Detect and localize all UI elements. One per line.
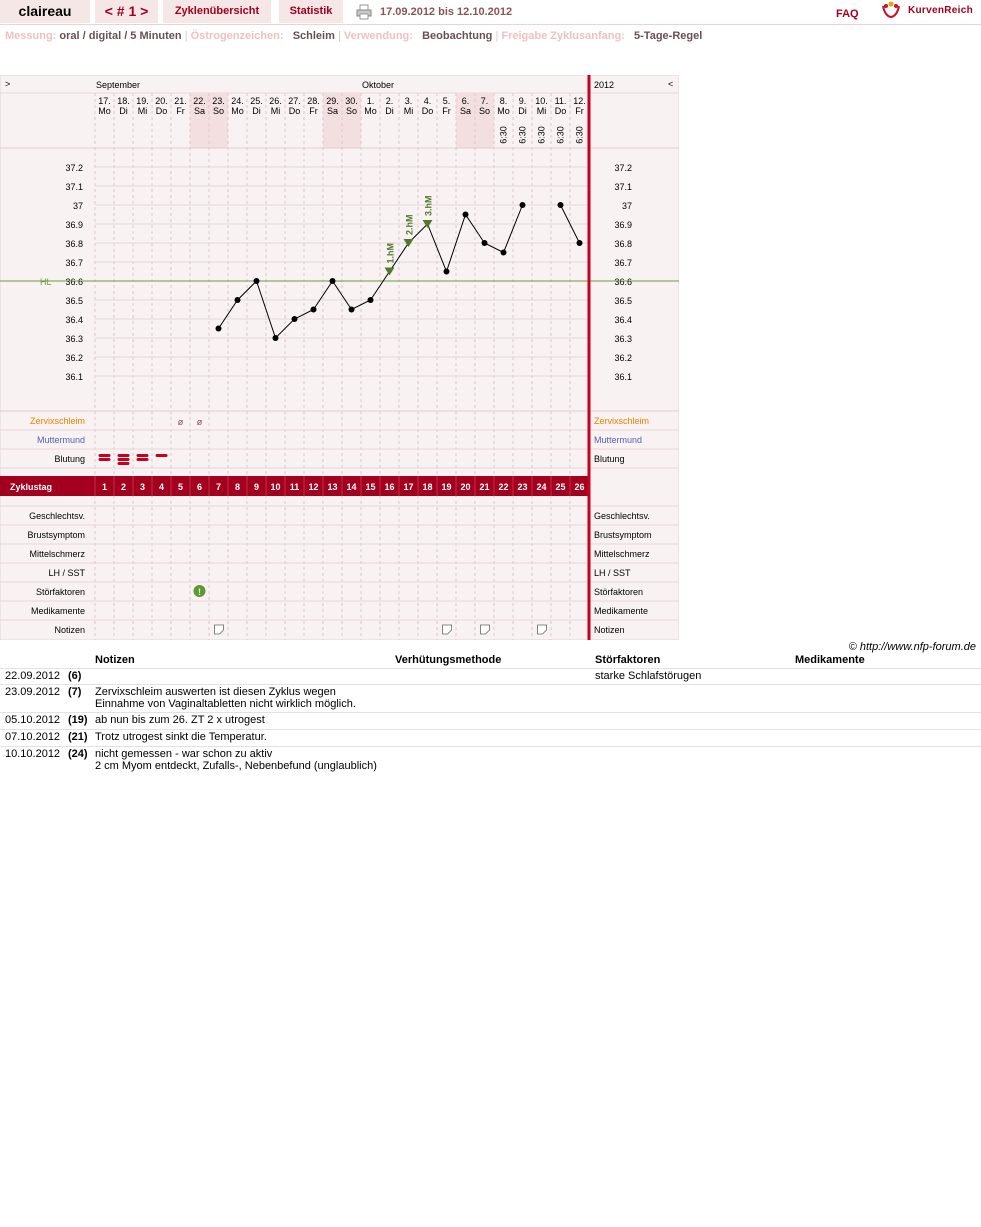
row-label: Notizen <box>54 625 85 635</box>
header-stoer: Störfaktoren <box>595 654 661 666</box>
temperature-point <box>311 307 317 313</box>
tab-statistics[interactable]: Statistik <box>279 0 343 23</box>
y-tick-left: 36.9 <box>65 220 83 230</box>
y-tick-left: 36.4 <box>65 315 83 325</box>
day-date: 29. <box>326 96 339 106</box>
row-label: Brustsymptom <box>27 530 85 540</box>
day-date: 9. <box>518 96 527 106</box>
row-label-right: Zervixschleim <box>594 416 650 426</box>
measure-time: 6:30 <box>536 126 547 144</box>
cycle-day-number: 2 <box>120 482 127 492</box>
day-weekday: So <box>212 106 225 116</box>
setting-label: Verwendung: <box>343 30 413 42</box>
separator: | <box>184 30 188 42</box>
day-weekday: Sa <box>193 106 206 116</box>
row-date: 23.09.2012 <box>5 686 61 698</box>
cycle-day-number: 24 <box>536 482 547 492</box>
temperature-point <box>216 326 222 332</box>
day-weekday: Do <box>155 106 168 116</box>
table-row <box>0 746 981 775</box>
cycle-day-number: 15 <box>365 482 376 492</box>
bleeding-mark <box>99 454 111 457</box>
y-tick-right: 36.2 <box>614 353 632 363</box>
temperature-point <box>273 335 279 341</box>
y-tick-left: 37.1 <box>65 182 83 192</box>
measure-time: 6:30 <box>555 126 566 144</box>
row-label-right: Störfaktoren <box>594 587 644 597</box>
y-tick-right: 36.5 <box>614 296 632 306</box>
day-date: 19. <box>136 96 149 106</box>
cycle-chart <box>0 75 679 640</box>
day-weekday: Mo <box>497 106 510 116</box>
row-cycle-day: (6) <box>68 670 82 682</box>
cycle-day-number: 14 <box>346 482 357 492</box>
day-date: 21. <box>174 96 187 106</box>
y-tick-right: 36.4 <box>614 315 632 325</box>
row-label-right: Geschlechtsv. <box>594 511 650 521</box>
y-tick-left: 36.3 <box>65 334 83 344</box>
day-weekday: Di <box>119 106 128 116</box>
row-label: Störfaktoren <box>35 587 85 597</box>
header-meds: Medikamente <box>795 654 865 666</box>
day-weekday: Mi <box>403 106 414 116</box>
day-date: 24. <box>231 96 244 106</box>
setting-value: oral / digital / 5 Minuten <box>59 30 182 42</box>
measure-time: 6:30 <box>498 126 509 144</box>
cycle-day-number: 21 <box>479 482 490 492</box>
setting-value: Beobachtung <box>422 30 493 42</box>
cycle-day-number: 6 <box>196 482 203 492</box>
cycle-day-label: Zyklustag <box>10 482 53 492</box>
temperature-point <box>368 297 374 303</box>
y-tick-left: 36.2 <box>65 353 83 363</box>
day-date: 23. <box>212 96 225 106</box>
cycle-day-number: 3 <box>139 482 146 492</box>
row-label-right: Medikamente <box>594 606 649 616</box>
y-tick-right: 37.1 <box>614 182 632 192</box>
y-tick-right: 36.8 <box>614 239 632 249</box>
day-date: 26. <box>269 96 282 106</box>
day-date: 2. <box>385 96 394 106</box>
day-weekday: So <box>478 106 491 116</box>
row-label-right: Muttermund <box>594 435 643 445</box>
day-weekday: So <box>345 106 358 116</box>
cycle-day-number: 16 <box>384 482 395 492</box>
bleeding-mark <box>118 458 130 461</box>
row-date: 07.10.2012 <box>5 731 61 743</box>
setting-label: Freigabe Zyklusanfang: <box>501 30 625 42</box>
y-tick-left: 36.7 <box>65 258 83 268</box>
table-row <box>0 729 981 746</box>
temperature-point <box>349 307 355 313</box>
user-name: claireau <box>0 0 90 23</box>
day-weekday: Di <box>252 106 261 116</box>
separator: | <box>337 30 341 42</box>
row-label: Muttermund <box>36 435 85 445</box>
row-label: Medikamente <box>30 606 85 616</box>
row-label: Blutung <box>54 454 85 464</box>
row-label-right: Mittelschmerz <box>594 549 650 559</box>
day-date: 22. <box>193 96 206 106</box>
measure-time: 6:30 <box>517 126 528 144</box>
row-label-right: LH / SST <box>594 568 631 578</box>
header-notes: Notizen <box>95 654 135 666</box>
temperature-point <box>235 297 241 303</box>
day-weekday: Mo <box>98 106 111 116</box>
y-tick-left: 37.2 <box>65 163 83 173</box>
row-cycle-day: (19) <box>68 714 88 726</box>
separator: | <box>495 30 499 42</box>
day-date: 25. <box>250 96 263 106</box>
row-label-right: Notizen <box>594 625 625 635</box>
row-note: Trotz utrogest sinkt die Temperatur. <box>95 731 267 743</box>
top-bar <box>0 0 981 25</box>
row-cycle-day: (21) <box>68 731 88 743</box>
row-date: 22.09.2012 <box>5 670 61 682</box>
cycle-day-number: 19 <box>441 482 452 492</box>
cycle-day-number: 23 <box>517 482 528 492</box>
y-tick-left: 36.8 <box>65 239 83 249</box>
cycle-day-number: 20 <box>460 482 471 492</box>
temperature-point <box>558 202 564 208</box>
row-label: LH / SST <box>48 568 85 578</box>
day-date: 10. <box>535 96 548 106</box>
table-row <box>0 668 981 684</box>
day-date: 27. <box>288 96 301 106</box>
row-note: ab nun bis zum 26. ZT 2 x utrogest <box>95 714 265 726</box>
row-note: Zervixschleim auswerten ist diesen Zyklus wegen Einnahme von Vaginaltabletten nicht wirklich möglich. <box>95 686 356 710</box>
cycle-day-number: 7 <box>215 482 222 492</box>
day-weekday: Fr <box>575 106 584 116</box>
day-weekday: Sa <box>326 106 339 116</box>
high-measure-label: 2.hM <box>404 214 415 235</box>
temperature-point <box>330 278 336 284</box>
logo-text: KurvenReich <box>908 5 973 16</box>
table-row <box>0 712 981 729</box>
y-tick-left: 36.6 <box>65 277 83 287</box>
cycle-day-number: 17 <box>403 482 414 492</box>
day-date: 7. <box>480 96 489 106</box>
day-date: 20. <box>155 96 168 106</box>
row-stoer: starke Schlafstörugen <box>595 670 702 682</box>
date-range: 17.09.2012 bis 12.10.2012 <box>380 6 513 18</box>
day-date: 18. <box>117 96 130 106</box>
setting-value: 5-Tage-Regel <box>634 30 703 42</box>
cervix-mark: ø <box>196 417 203 427</box>
y-tick-right: 37.2 <box>614 163 632 173</box>
day-date: 6. <box>461 96 470 106</box>
hl-label: HL <box>40 277 52 287</box>
day-date: 12. <box>573 96 586 106</box>
month-label: September <box>96 80 141 90</box>
bleeding-mark <box>137 454 149 457</box>
row-label-right: Blutung <box>594 454 625 464</box>
day-weekday: Fr <box>309 106 318 116</box>
day-weekday: Di <box>385 106 394 116</box>
day-date: 8. <box>499 96 508 106</box>
cycle-day-number: 10 <box>270 482 281 492</box>
y-tick-left: 37 <box>72 201 83 211</box>
row-date: 10.10.2012 <box>5 748 61 760</box>
temperature-point <box>463 212 469 218</box>
row-label: Mittelschmerz <box>29 549 85 559</box>
cycle-day-number: 9 <box>253 482 260 492</box>
day-date: 28. <box>307 96 320 106</box>
faq-link[interactable]: FAQ <box>836 8 859 20</box>
day-date: 1. <box>366 96 375 106</box>
temperature-point <box>444 269 450 275</box>
table-row <box>0 684 981 713</box>
day-date: 4. <box>423 96 432 106</box>
y-tick-right: 36.3 <box>614 334 632 344</box>
cycle-day-number: 12 <box>308 482 319 492</box>
cervix-mark: ø <box>177 417 184 427</box>
high-measure-label: 1.hM <box>385 242 396 264</box>
setting-label: Östrogenzeichen: <box>190 30 284 42</box>
nav-right-icon: < <box>668 79 674 89</box>
cycle-day-number: 1 <box>101 482 108 492</box>
day-date: 3. <box>404 96 413 106</box>
tab-cycle-overview[interactable]: Zyklenübersicht <box>163 0 271 23</box>
day-weekday: Di <box>518 106 527 116</box>
row-label: Geschlechtsv. <box>29 511 85 521</box>
temperature-point <box>254 278 260 284</box>
copyright: © http://www.nfp-forum.de <box>848 641 976 653</box>
cycle-day-number: 8 <box>234 482 241 492</box>
y-tick-right: 36.9 <box>614 220 632 230</box>
cycle-day-number: 4 <box>158 482 165 492</box>
bleeding-mark <box>137 458 149 461</box>
bleeding-mark <box>118 454 130 457</box>
cycle-chart-svg <box>0 75 679 640</box>
y-tick-right: 36.1 <box>614 372 632 382</box>
row-label-right: Brustsymptom <box>594 530 652 540</box>
cycle-day-number: 26 <box>574 482 585 492</box>
temperature-point <box>577 240 583 246</box>
day-weekday: Mo <box>364 106 377 116</box>
bleeding-mark <box>156 454 168 457</box>
temperature-point <box>292 316 298 322</box>
y-tick-right: 37 <box>621 201 632 211</box>
day-weekday: Mi <box>536 106 547 116</box>
print-icon[interactable] <box>356 4 372 20</box>
day-date: 11. <box>554 96 567 106</box>
cycle-day-number: 22 <box>498 482 509 492</box>
day-weekday: Do <box>554 106 567 116</box>
y-tick-left: 36.1 <box>65 372 83 382</box>
header-method: Verhütungsmethode <box>395 654 502 666</box>
bleeding-mark <box>99 458 111 461</box>
row-cycle-day: (7) <box>68 686 82 698</box>
disturbance-icon-glyph: ! <box>198 587 201 597</box>
logo[interactable] <box>880 1 981 21</box>
row-cycle-day: (24) <box>68 748 88 760</box>
row-date: 05.10.2012 <box>5 714 61 726</box>
y-tick-right: 36.7 <box>614 258 632 268</box>
nav-left-icon: > <box>5 79 11 89</box>
high-measure-label: 3.hM <box>423 195 434 216</box>
cycle-day-number: 25 <box>555 482 566 492</box>
day-weekday: Do <box>421 106 434 116</box>
day-weekday: Fr <box>176 106 185 116</box>
day-weekday: Mi <box>270 106 281 116</box>
settings-bar <box>5 30 965 44</box>
year-label: 2012 <box>594 80 615 90</box>
temperature-point <box>501 250 507 256</box>
cycle-nav-button[interactable]: < # 1 > <box>95 0 158 23</box>
cycle-day-number: 18 <box>422 482 433 492</box>
setting-label: Messung: <box>5 30 57 42</box>
y-tick-right: 36.6 <box>614 277 632 287</box>
setting-value: Schleim <box>292 30 335 42</box>
cycle-day-number: 13 <box>327 482 338 492</box>
day-date: 17. <box>98 96 111 106</box>
row-label: Zervixschleim <box>29 416 85 426</box>
day-weekday: Sa <box>459 106 472 116</box>
day-weekday: Fr <box>442 106 451 116</box>
temperature-point <box>520 202 526 208</box>
measure-time: 6:30 <box>574 126 585 144</box>
temperature-point <box>482 240 488 246</box>
day-weekday: Mo <box>231 106 244 116</box>
day-weekday: Mi <box>137 106 148 116</box>
row-note: nicht gemessen - war schon zu aktiv 2 cm Myom entdeckt, Zufalls-, Nebenbefund (unglaublich) <box>95 748 377 772</box>
month-label: Oktober <box>362 80 395 90</box>
y-tick-left: 36.5 <box>65 296 83 306</box>
bleeding-mark <box>118 462 130 465</box>
logo-icon <box>880 1 902 21</box>
cycle-day-number: 11 <box>289 482 300 492</box>
day-weekday: Do <box>288 106 301 116</box>
day-date: 30. <box>345 96 358 106</box>
day-date: 5. <box>442 96 451 106</box>
cycle-day-number: 5 <box>177 482 184 492</box>
